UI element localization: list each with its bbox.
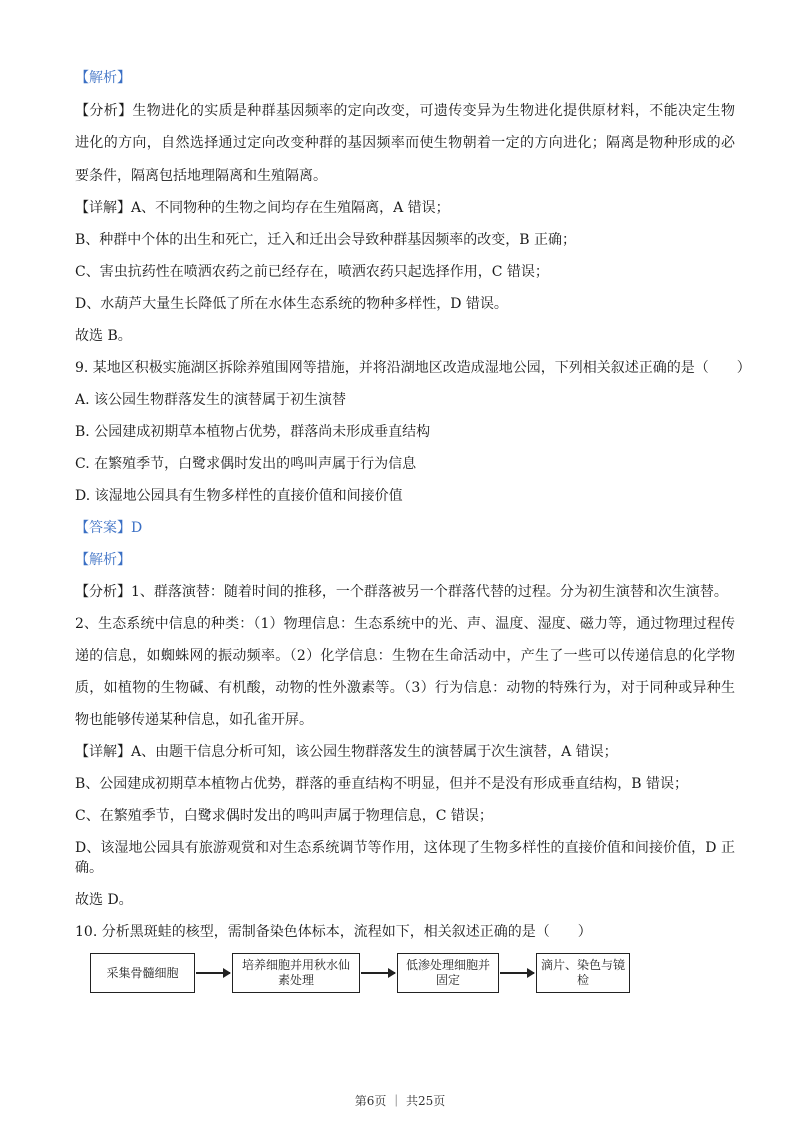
page-footer: 第6页 ｜ 共25页 — [354, 1094, 446, 1108]
q9-option-c: C. 在繁殖季节，白鹭求偶时发出的鸣叫声属于行为信息 — [75, 456, 417, 472]
q9-detail-d-line-2: 确。 — [75, 860, 103, 876]
q8-detail-b: B、种群中个体的出生和死亡，迁入和迁出会导致种群基因频率的改变，B 正确； — [75, 232, 577, 248]
q9-analysis-label: 【解析】 — [75, 552, 131, 568]
q9-analysis-line-1: 【分析】1、群落演替：随着时间的推移，一个群落被另一个群落代替的过程。分为初生演替和次生演替。 — [75, 584, 728, 600]
q9-analysis-line-3: 递的信息，如蜘蛛网的振动频率。（2）化学信息：生物在生命活动中，产生了一些可以传递信息的化学物 — [75, 648, 735, 664]
q8-detail-a: 【详解】A、不同物种的生物之间均存在生殖隔离，A 错误； — [75, 200, 450, 216]
flow-arrow-2 — [361, 972, 395, 974]
q9-analysis-line-5: 物也能够传递某种信息，如孔雀开屏。 — [75, 712, 313, 728]
q8-detail-c: C、害虫抗药性在喷洒农药之前已经存在，喷洒农药只起选择作用，C 错误； — [75, 264, 549, 280]
q8-analysis-line-3: 要条件，隔离包括地理隔离和生殖隔离。 — [75, 168, 327, 184]
q9-answer: 【答案】D — [75, 520, 143, 536]
q8-conclusion: 故选 B。 — [75, 328, 132, 344]
flow-step-3: 低渗处理细胞并固定 — [397, 953, 499, 993]
analysis-label-q8: 【解析】 — [75, 70, 131, 86]
flow-step-4: 滴片、染色与镜检 — [536, 953, 630, 993]
flow-step-1: 采集骨髓细胞 — [90, 953, 195, 993]
q8-analysis-line-1: 【分析】生物进化的实质是种群基因频率的定向改变，可遗传变异为生物进化提供原材料，不能决定生物 — [75, 103, 735, 119]
q9-option-d: D. 该湿地公园具有生物多样性的直接价值和间接价值 — [75, 488, 403, 504]
q9-detail-d-line-1: D、该湿地公园具有旅游观赏和对生态系统调节等作用，这体现了生物多样性的直接价值和间接价值，D 正 — [75, 840, 735, 856]
q9-option-a: A. 该公园生物群落发生的演替属于初生演替 — [75, 392, 347, 408]
question-9-stem: 9. 某地区积极实施湖区拆除养殖围网等措施，并将沿湖地区改造成湿地公园，下列相关叙述正确的是（ ） — [75, 360, 751, 376]
q9-conclusion: 故选 D。 — [75, 892, 133, 908]
q9-option-b: B. 公园建成初期草本植物占优势，群落尚未形成垂直结构 — [75, 424, 431, 440]
q9-analysis-line-2: 2、生态系统中信息的种类：（1）物理信息：生态系统中的光、声、温度、湿度、磁力等，通过物理过程传 — [75, 616, 735, 632]
karyotype-flowchart — [90, 953, 630, 999]
q9-detail-a: 【详解】A、由题干信息分析可知，该公园生物群落发生的演替属于次生演替，A 错误； — [75, 744, 618, 760]
q9-analysis-line-4: 质，如植物的生物碱、有机酸，动物的性外激素等。（3）行为信息：动物的特殊行为，对于同种或异种生 — [75, 680, 735, 696]
q8-analysis-line-2: 进化的方向，自然选择通过定向改变种群的基因频率而使生物朝着一定的方向进化；隔离是物种形成的必 — [75, 135, 735, 151]
flow-arrow-3 — [500, 972, 534, 974]
flow-step-2: 培养细胞并用秋水仙素处理 — [232, 953, 360, 993]
q9-detail-c: C、在繁殖季节，白鹭求偶时发出的鸣叫声属于物理信息，C 错误； — [75, 808, 493, 824]
q8-detail-d: D、水葫芦大量生长降低了所在水体生态系统的物种多样性，D 错误。 — [75, 296, 508, 312]
flow-arrow-1 — [196, 972, 230, 974]
question-10-stem: 10. 分析黑斑蛙的核型，需制备染色体标本，流程如下，相关叙述正确的是（ ） — [75, 924, 592, 940]
q9-detail-b: B、公园建成初期草本植物占优势，群落的垂直结构不明显，但并不是没有形成垂直结构，B 错误； — [75, 776, 689, 792]
